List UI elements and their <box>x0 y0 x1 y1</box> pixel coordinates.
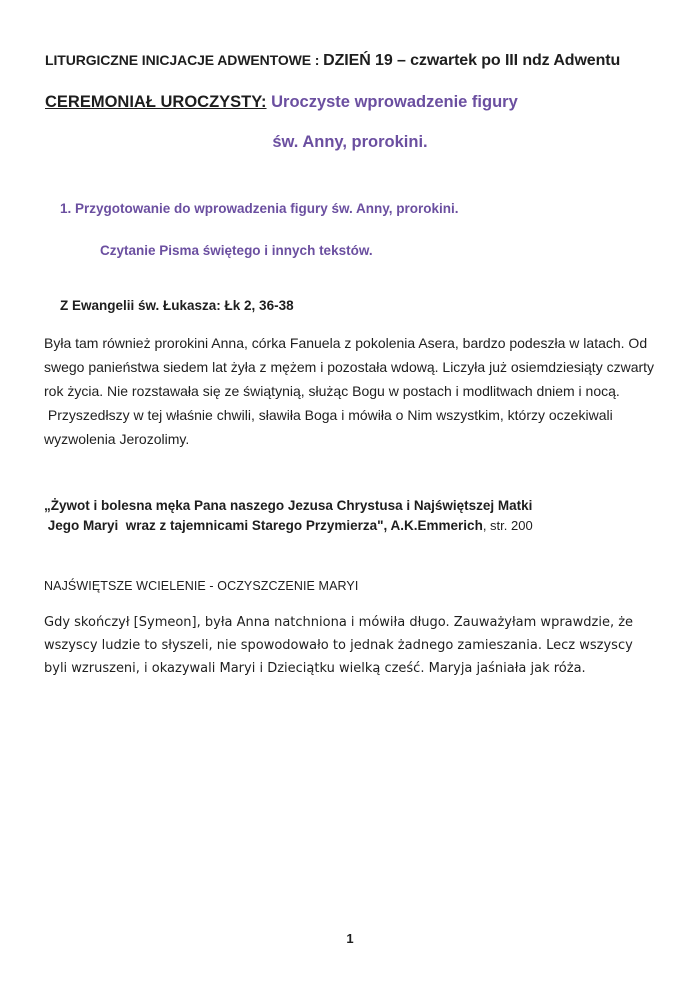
header-prefix: LITURGICZNE INICJACJE ADWENTOWE : <box>45 52 320 68</box>
source-line-2: Jego Maryi wraz z tajemnicami Starego Przymierza", A.K.Emmerich <box>44 518 483 533</box>
document-header <box>45 52 620 70</box>
header-day-suffix: – czwartek po III ndz Adwentu <box>392 52 621 69</box>
page-number: 1 <box>346 931 354 946</box>
header-day-label: DZIEŃ 19 <box>323 52 393 69</box>
emmerich-text <box>44 611 684 680</box>
reading-subheading: Czytanie Pisma świętego i innych tekstów. <box>100 243 373 258</box>
gospel-heading: Z Ewangelii św. Łukasza: Łk 2, 36-38 <box>60 298 294 313</box>
ceremonial-title: Uroczyste wprowadzenie figury <box>266 93 518 111</box>
emmerich-line: byli wzruszeni, i okazywali Maryi i Dzieciątku wielką cześć. Maryja jaśniała jak róża. <box>44 661 586 676</box>
ceremonial-subtitle: św. Anny, prorokini. <box>272 133 428 151</box>
gospel-line: rok życia. Nie rozstawała się ze świątynią, służąc Bogu w postach i modlitwach dniem i nocą. <box>44 383 620 399</box>
gospel-text <box>44 331 684 451</box>
gospel-line: wyzwolenia Jerozolimy. <box>44 431 190 447</box>
source-line-1: „Żywot i bolesna męka Pana naszego Jezusa Chrystusa i Najświętszej Matki <box>44 498 533 513</box>
gospel-line: swego panieństwa siedem lat żyła z mężem i pozostała wdową. Liczyła już osiemdziesiąty czwarty <box>44 359 655 375</box>
section-heading: 1. Przygotowanie do wprowadzenia figury św. Anny, prorokini. <box>60 201 459 216</box>
ceremonial-heading <box>45 93 518 112</box>
emmerich-section-title: NAJŚWIĘTSZE WCIELENIE - OCZYSZCZENIE MARYI <box>44 579 359 593</box>
emmerich-line: Gdy skończył [Symeon], była Anna natchniona i mówiła długo. Zauważyłam wprawdzie, że <box>44 615 634 630</box>
source-page-ref: , str. 200 <box>482 518 533 533</box>
emmerich-line: wszyscy ludzie to słyszeli, nie spowodowało to jednak żadnego zamieszania. Lecz wszyscy <box>44 638 633 653</box>
source-citation <box>44 496 533 536</box>
source-line-2-wrap <box>44 516 533 536</box>
gospel-line: Była tam również prorokini Anna, córka Fanuela z pokolenia Asera, bardzo podeszła w latach. Od <box>44 335 648 351</box>
ceremonial-label: CEREMONIAŁ UROCZYSTY: <box>45 93 267 111</box>
gospel-line: Przyszedłszy w tej właśnie chwili, sławiła Boga i mówiła o Nim wszystkim, którzy oczekiwali <box>44 407 613 423</box>
